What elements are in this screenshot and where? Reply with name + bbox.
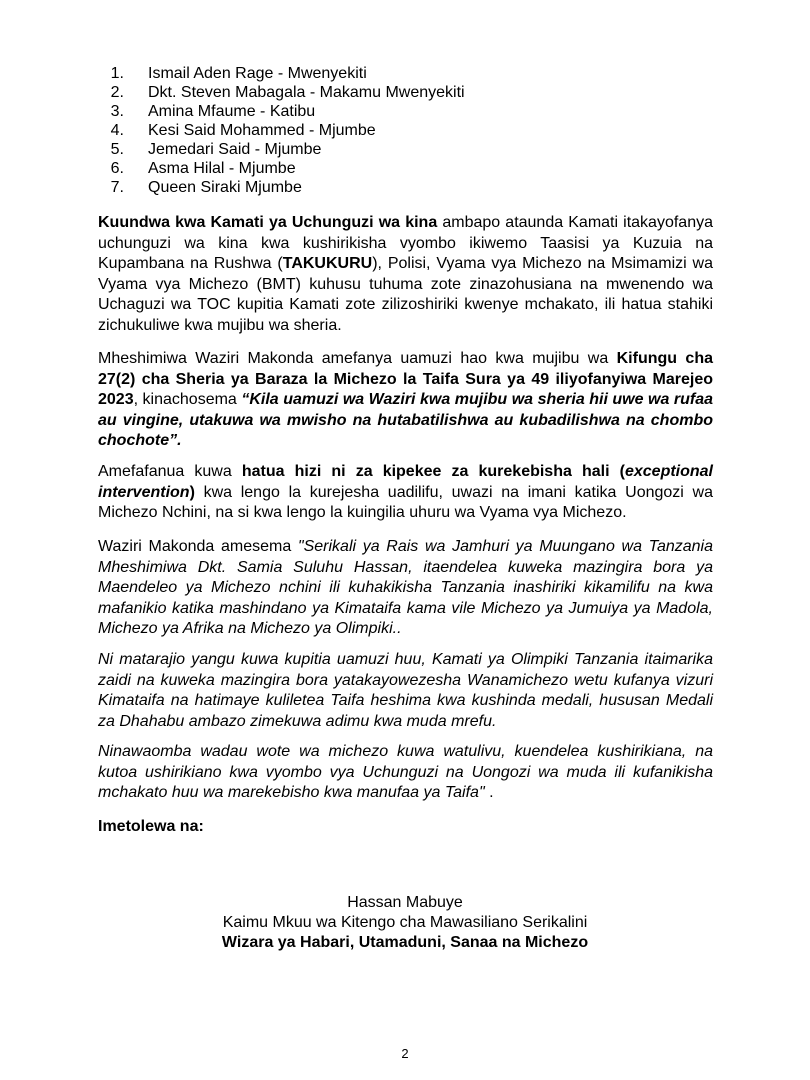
list-item [98,121,465,140]
bold-law-reference: Kifungu cha 27(2) cha Sheria ya Baraza la Michezo la Taifa Sura ya 49 iliyofanyiwa Marejeo 2023 [98,350,714,409]
issued-by-label: Imetolewa na: [98,818,204,835]
list-item [98,64,465,83]
bold-italic-quote: “Kila uamuzi wa Waziri kwa mujibu wa sheria hii uwe wa rufaa au vingine, utakuwa wa mwisho na hutabatilishwa au kubadilishwa na chombo chochote”. [98,391,714,450]
paragraph-text: ), Polisi, Vyama vya Michezo na Msimamizi wa Vyama vya Michezo (BMT) kuhusu tuhuma zote zinazohusiana na mwenendo wa Uchaguzi wa TOC kupitia Kamati zote zilizoshiriki kwenye mchakato, ili hatua stahiki zichukuliwe kwa mujibu wa sheria. [98,255,713,334]
list-number: 4. [110,122,124,139]
list-item [98,140,465,159]
italic-quote: "Serikali ya Rais wa Jamhuri ya Muungano wa Tanzania Mheshimiwa Dkt. Samia Suluhu Hassan, itaendelea kuweka mazingira bora ya Maendeleo ya Michezo nchini ili kuhakikisha Tanzania inashiriki kikamilifu na kwa mafanikio katika mashindano ya Kimataifa kama vile Michezo ya Jumuiya ya Madola, Michezo ya Afrika na Michezo ya Olimpiki.. [98,538,713,638]
italic-quote: Ninawaomba wadau wote wa michezo kuwa watulivu, kuendelea kushirikiana, na kutoa ushirikiano kwa vyombo vya Uchunguzi na Uongozi wa muda ili kufanikisha mchakato huu wa marekebisho kwa manufaa ya Taifa" [98,743,713,802]
paragraph-text: kwa lengo la kurejesha uadilifu, uwazi na imani katika Uongozi wa Michezo Nchini, na si kwa lengo la kuingilia uhuru wa Vyama vya Michezo. [98,483,713,522]
list-item [98,83,465,102]
member-name: Ismail Aden Rage - Mwenyekiti [148,65,367,82]
member-name: Asma Hilal - Mjumbe [148,160,296,177]
member-name: Amina Mfaume - Katibu [148,103,316,120]
list-number: 2. [110,84,124,101]
bold-text: hatua hizi ni za kipekee za kurekebisha hali ( [241,463,625,480]
member-name: Jemedari Said - Mjumbe [148,141,322,158]
paragraph-text: Waziri Makonda amesema [98,538,298,555]
member-name: Queen Siraki Mjumbe [148,179,302,196]
bold-italic-term: exceptional intervention [98,463,713,501]
list-number: 6. [110,160,124,177]
list-item [98,178,465,197]
list-number: 5. [110,141,124,158]
member-name: Kesi Said Mohammed - Mjumbe [148,122,376,139]
ministry-name: Wizara ya Habari, Utamaduni, Sanaa na Michezo [221,934,589,951]
list-number: 7. [110,179,124,196]
list-item [98,102,465,121]
list-item [98,159,465,178]
bold-lead: Kuundwa kwa Kamati ya Uchunguzi wa kina [98,214,438,231]
paragraph-text: Amefafanua kuwa [98,463,242,480]
paragraph-exceptional-measures [98,462,713,524]
paragraph-text: Mheshimiwa Waziri Makonda amefanya uamuzi hao kwa mujibu wa [98,350,617,367]
bold-acronym: TAKUKURU [282,255,373,273]
paragraph-investigation-committee [98,213,713,337]
paragraph-appeal [98,742,713,804]
signature-block [150,893,660,953]
paragraph-legal-basis [98,349,713,452]
paragraph-minister-statement [98,537,713,640]
signatory-name: Hassan Mabuye [347,894,463,911]
page-number: 2 [401,1046,409,1061]
member-name: Dkt. Steven Mabagala - Makamu Mwenyekiti [148,84,465,101]
paragraph-text: , kinachosema [133,391,242,409]
committee-members-list [98,64,465,197]
paragraph-text: ambapo ataunda Kamati itakayofanya uchunguzi wa kina kwa kushirikisha vyombo ikiwemo Taasisi ya Kuzuia na Kupambana na Rushwa ( [98,214,713,273]
list-number: 3. [110,103,124,120]
list-number: 1. [110,65,124,82]
signatory-title: Kaimu Mkuu wa Kitengo cha Mawasiliano Serikalini [222,914,588,931]
paragraph-expectations: Ni matarajio yangu kuwa kupitia uamuzi huu, Kamati ya Olimpiki Tanzania itaimarika zaidi na kuweka mazingira bora yatakayowezesha Wanamichezo wetu kufanya vizuri Kimataifa na hatimaye kuliletea Taifa heshima kwa kushinda medali, hususan Medali za Dhahabu ambazo zimekuwa adimu kwa muda mrefu. [98,651,713,730]
paragraph-text: . [484,784,494,802]
bold-text: ) [189,483,195,501]
